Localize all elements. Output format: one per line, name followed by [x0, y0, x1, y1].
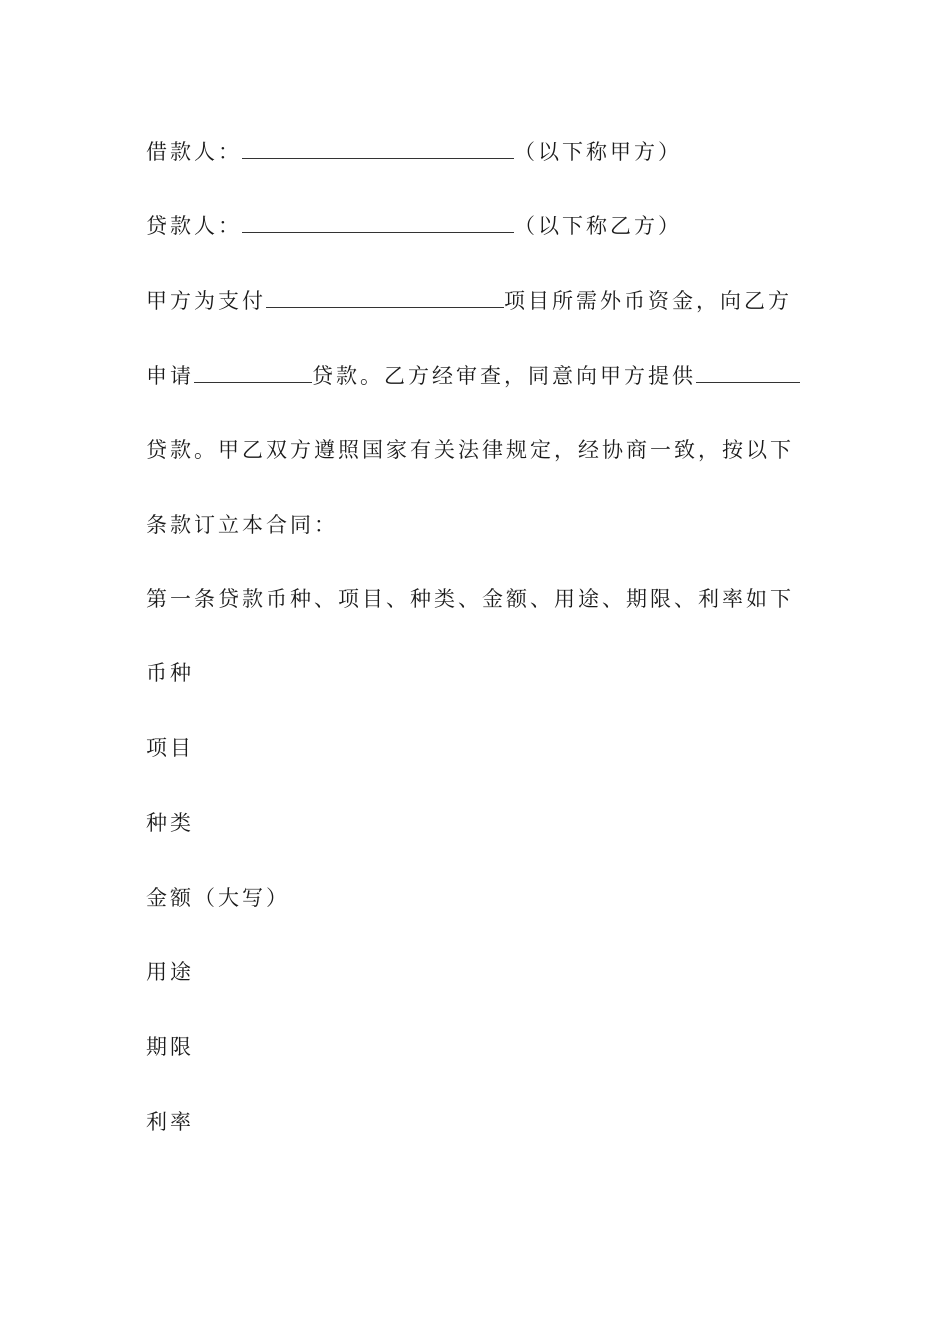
- field-currency: 币种: [146, 661, 194, 685]
- preamble-text-b: 项目所需外币资金，向乙方: [504, 289, 792, 313]
- preamble-line-3: 贷款。甲乙双方遵照国家有关法律规定，经协商一致，按以下: [146, 438, 794, 462]
- loan-type-blank[interactable]: [194, 362, 312, 383]
- lender-line: [146, 212, 682, 240]
- field-type: 种类: [146, 811, 194, 835]
- field-amount: 金额（大写）: [146, 886, 290, 910]
- preamble-line-2: [146, 362, 800, 390]
- lender-label: 贷款人：: [146, 214, 242, 238]
- field-project: 项目: [146, 736, 194, 760]
- field-purpose: 用途: [146, 960, 194, 984]
- borrower-label: 借款人：: [146, 140, 242, 164]
- preamble-text-c: 申请: [146, 364, 194, 388]
- preamble-text-d: 贷款。乙方经审查，同意向甲方提供: [312, 364, 696, 388]
- borrower-suffix: （以下称甲方）: [514, 140, 682, 164]
- field-rate: 利率: [146, 1110, 194, 1134]
- borrower-blank[interactable]: [242, 138, 514, 159]
- project-blank[interactable]: [266, 287, 504, 308]
- preamble-text-a: 甲方为支付: [146, 289, 266, 313]
- borrower-line: [146, 138, 682, 166]
- lender-suffix: （以下称乙方）: [514, 214, 682, 238]
- loan-amount-blank[interactable]: [696, 362, 800, 383]
- article-1-heading: 第一条贷款币种、项目、种类、金额、用途、期限、利率如下: [146, 587, 794, 611]
- preamble-line-1: [146, 287, 792, 315]
- preamble-line-4: 条款订立本合同：: [146, 513, 338, 537]
- field-term: 期限: [146, 1035, 194, 1059]
- lender-blank[interactable]: [242, 212, 514, 233]
